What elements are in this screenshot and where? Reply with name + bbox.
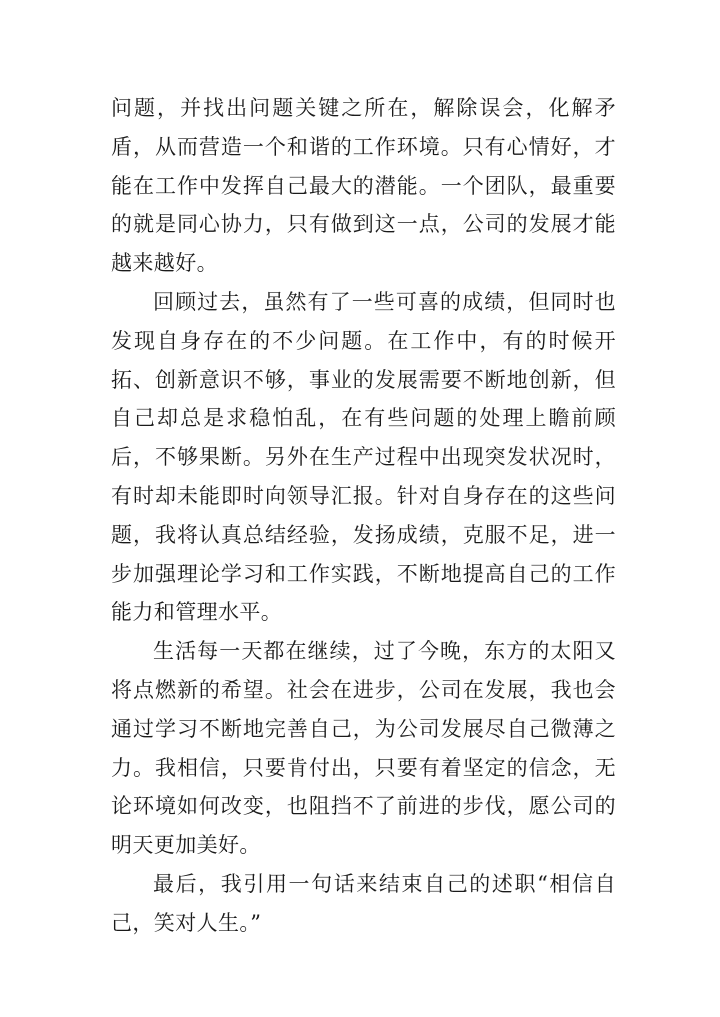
document-body <box>111 89 616 943</box>
paragraph-outlook: 生活每一天都在继续，过了今晚，东方的太阳又将点燃新的希望。社会在进步，公司在发展，我也会通过学习不断地完善自己，为公司发展尽自己微薄之力。我相信，只要肯付出，只要有着坚定的信念，无论环境如何改变，也阻挡不了前进的步伐，愿公司的明天更加美好。 <box>111 639 616 858</box>
paragraph-continuation: 问题，并找出问题关键之所在，解除误会，化解矛盾，从而营造一个和谐的工作环境。只有心情好，才能在工作中发挥自己最大的潜能。一个团队，最重要的就是同心协力，只有做到这一点，公司的发展才能越来越好。 <box>111 96 616 276</box>
paragraph-review: 回顾过去，虽然有了一些可喜的成绩，但同时也发现自身存在的不少问题。在工作中，有的时候开拓、创新意识不够，事业的发展需要不断地创新，但自己却总是求稳怕乱，在有些问题的处理上瞻前顾后，不够果断。另外在生产过程中出现突发状况时，有时却未能即时向领导汇报。针对自身存在的这些问题，我将认真总结经验，发扬成绩，克服不足，进一步加强理论学习和工作实践，不断地提高自己的工作能力和管理水平。 <box>111 289 616 625</box>
paragraph-closing: 最后，我引用一句话来结束自己的述职“相信自己，笑对人生。” <box>111 871 616 935</box>
